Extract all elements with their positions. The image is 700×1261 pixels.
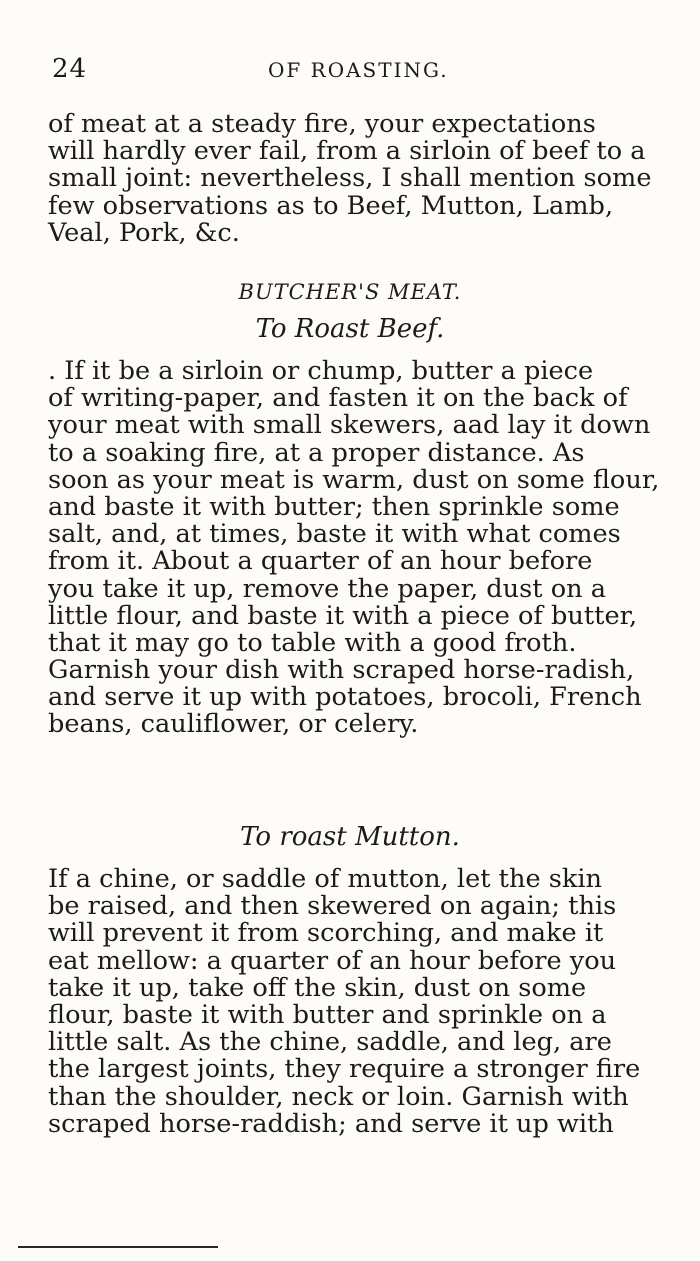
text-line: to a soaking fire, at a proper distance. As [48, 437, 585, 468]
recipe-heading-beef: To Roast Beef. [255, 314, 445, 344]
section-heading: BUTCHER'S MEAT. [238, 280, 462, 304]
text-line: and serve it up with potatoes, brocoli, French [48, 682, 642, 713]
text-line: . If it be a sirloin or chump, butter a piece [48, 356, 594, 386]
text-line: soon as your meat is warm, dust on some flour, [48, 464, 660, 495]
text-line: Veal, Pork, &c. [48, 217, 240, 248]
running-head [0, 50, 700, 90]
text-line: flour, baste it with butter and sprinkle on a [48, 999, 607, 1030]
text-line: salt, and, at times, baste it with what comes [48, 519, 621, 550]
bottom-rule [18, 1246, 218, 1248]
text-line: scraped horse-raddish; and serve it up with [48, 1108, 614, 1139]
text-line: eat mellow: a quarter of an hour before you [48, 945, 617, 976]
text-line: be raised, and then skewered on again; this [48, 891, 617, 922]
text-line: will prevent it from scorching, and make it [48, 918, 604, 949]
text-line: from it. About a quarter of an hour before [48, 546, 593, 577]
text-line: few observations as to Beef, Mutton, Lamb, [48, 190, 614, 221]
beef-paragraph [48, 358, 668, 739]
text-line: beans, cauliflower, or celery. [48, 709, 419, 740]
page-number: 24 [52, 54, 88, 84]
text-line: small joint: nevertheless, I shall mention some [48, 163, 652, 194]
text-line: will hardly ever fail, from a sirloin of beef to a [48, 136, 646, 167]
recipe-heading-mutton: To roast Mutton. [240, 822, 460, 852]
text-line: your meat with small skewers, aad lay it down [48, 410, 651, 441]
text-line: If a chine, or saddle of mutton, let the skin [48, 864, 603, 894]
text-line: than the shoulder, neck or loin. Garnish with [48, 1081, 629, 1112]
text-line: the largest joints, they require a stronger fire [48, 1054, 641, 1085]
text-line: you take it up, remove the paper, dust on a [48, 573, 606, 604]
text-line: little flour, and baste it with a piece of butter, [48, 600, 638, 631]
page-header-title: OF ROASTING. [268, 58, 449, 82]
intro-paragraph [48, 111, 668, 247]
text-line: that it may go to table with a good froth. [48, 627, 577, 658]
mutton-paragraph [48, 866, 668, 1138]
text-line: and baste it with butter; then sprinkle some [48, 491, 620, 522]
text-line: take it up, take off the skin, dust on some [48, 972, 587, 1003]
text-line: of writing-paper, and fasten it on the back of [48, 383, 628, 414]
text-line: Garnish your dish with scraped horse-radish, [48, 655, 635, 686]
text-line: little salt. As the chine, saddle, and leg, are [48, 1027, 612, 1058]
text-line: of meat at a steady fire, your expectations [48, 109, 596, 139]
